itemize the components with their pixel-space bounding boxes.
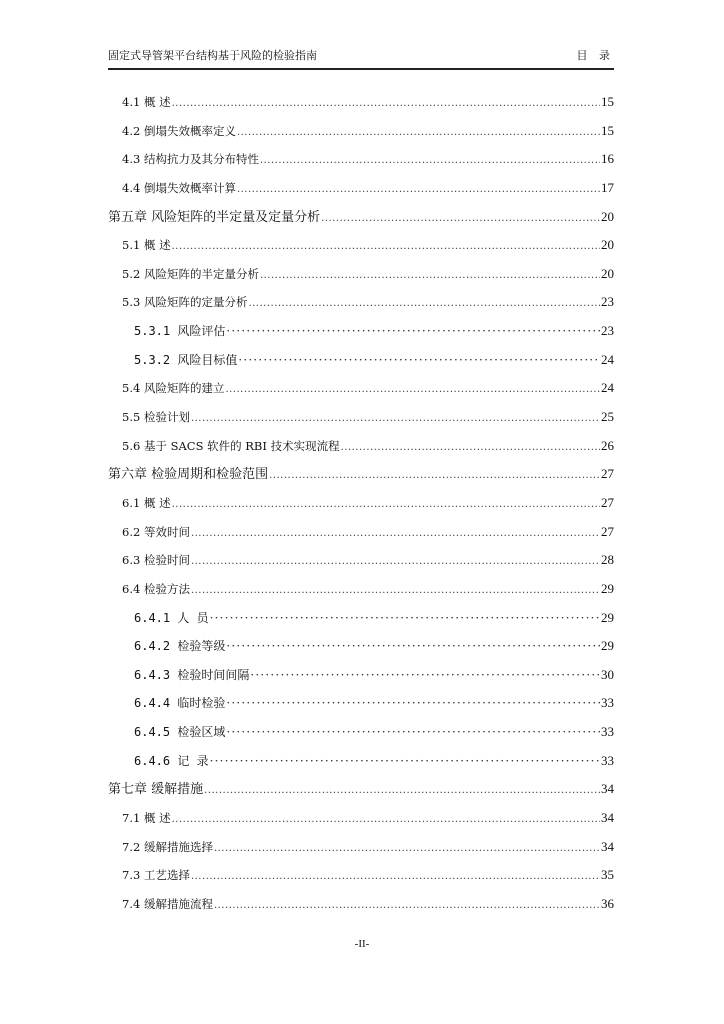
toc-entry-page-number: 23 <box>601 323 614 339</box>
toc-entry-label: 6.4.6 记 录 <box>134 753 209 768</box>
toc-entry[interactable] <box>108 689 614 718</box>
toc-entry-page-number: 28 <box>601 552 614 568</box>
dot-leader <box>321 205 600 234</box>
toc-entry-label: 6.1 概 述 <box>122 495 171 510</box>
toc-chapter-entry[interactable] <box>108 775 614 804</box>
toc-entry-page-number: 24 <box>601 380 614 396</box>
dot-leader <box>210 747 600 776</box>
dot-leader <box>191 548 600 577</box>
dot-leader <box>237 176 600 205</box>
dot-leader <box>191 520 600 549</box>
toc-entry-label: 6.4.3 检验时间间隔 <box>134 667 250 682</box>
toc-entry-label: 5.1 概 述 <box>122 238 171 253</box>
toc-entry-page-number: 33 <box>601 695 614 711</box>
toc-entry-page-number: 15 <box>601 122 614 138</box>
dot-leader <box>237 119 600 148</box>
toc-entry[interactable] <box>108 518 614 547</box>
dot-leader <box>172 491 600 520</box>
toc-entry-label: 7.4 缓解措施流程 <box>122 896 213 911</box>
dot-leader <box>341 434 600 463</box>
toc-entry-page-number: 29 <box>601 580 614 596</box>
toc-entry-page-number: 34 <box>601 781 614 797</box>
toc-entry[interactable] <box>108 546 614 575</box>
toc-entry[interactable] <box>108 174 614 203</box>
dot-leader <box>226 718 600 747</box>
toc-entry[interactable] <box>108 288 614 317</box>
toc-entry[interactable] <box>108 489 614 518</box>
toc-entry[interactable] <box>108 604 614 633</box>
toc-entry[interactable] <box>108 260 614 289</box>
dot-leader <box>250 661 600 690</box>
toc-entry-label: 5.6 基于 SACS 软件的 RBI 技术实现流程 <box>122 438 340 453</box>
toc-chapter-entry[interactable] <box>108 203 614 232</box>
table-of-contents <box>108 88 614 919</box>
toc-entry-label: 第六章 检验周期和检验范围 <box>108 467 269 483</box>
dot-leader <box>214 892 600 921</box>
toc-entry-label: 4.4 倒塌失效概率计算 <box>122 180 236 195</box>
section-title: 目 录 <box>576 49 614 62</box>
toc-entry-page-number: 23 <box>601 294 614 310</box>
toc-entry-page-number: 34 <box>601 810 614 826</box>
toc-chapter-entry[interactable] <box>108 460 614 489</box>
toc-entry-page-number: 35 <box>601 867 614 883</box>
toc-entry-page-number: 29 <box>601 638 614 654</box>
document-title: 固定式导管架平台结构基于风险的检验指南 <box>108 49 317 62</box>
toc-entry[interactable] <box>108 861 614 890</box>
dot-leader <box>210 604 600 633</box>
toc-entry[interactable] <box>108 890 614 919</box>
page-number: -II- <box>354 938 370 950</box>
toc-entry[interactable] <box>108 575 614 604</box>
toc-entry-label: 6.4.1 人 员 <box>134 610 209 625</box>
toc-entry-label: 4.2 倒塌失效概率定义 <box>122 123 236 138</box>
dot-leader <box>191 577 600 606</box>
toc-entry[interactable] <box>108 804 614 833</box>
toc-entry-page-number: 30 <box>601 666 614 682</box>
toc-entry-label: 5.3.1 风险评估 <box>134 324 226 339</box>
toc-entry-label: 4.3 结构抗力及其分布特性 <box>122 152 259 167</box>
toc-entry-page-number: 27 <box>601 466 614 482</box>
toc-entry-label: 第五章 风险矩阵的半定量及定量分析 <box>108 209 321 225</box>
toc-entry-page-number: 15 <box>601 94 614 109</box>
dot-leader <box>260 262 600 291</box>
dot-leader <box>172 233 600 262</box>
toc-entry-label: 6.4 检验方法 <box>122 581 190 596</box>
dot-leader <box>172 806 600 835</box>
toc-entry-label: 5.4 风险矩阵的建立 <box>122 381 225 396</box>
toc-entry-label: 7.1 概 述 <box>122 811 171 826</box>
dot-leader <box>225 376 600 405</box>
toc-entry-label: 6.4.5 检验区域 <box>134 725 226 740</box>
toc-entry-page-number: 17 <box>601 179 614 195</box>
toc-entry-label: 6.2 等效时间 <box>122 524 190 539</box>
toc-entry-page-number: 33 <box>601 752 614 768</box>
dot-leader <box>226 317 600 346</box>
toc-entry-label: 6.4.2 检验等级 <box>134 639 226 654</box>
dot-leader <box>226 632 600 661</box>
toc-entry[interactable] <box>108 231 614 260</box>
toc-entry-label: 5.3.2 风险目标值 <box>134 352 238 367</box>
toc-entry-page-number: 25 <box>601 409 614 425</box>
toc-entry-label: 第七章 缓解措施 <box>108 782 204 798</box>
page-header <box>108 46 614 70</box>
toc-entry-label: 6.4.4 临时检验 <box>134 696 226 711</box>
toc-entry[interactable] <box>108 432 614 461</box>
toc-entry[interactable] <box>108 747 614 776</box>
toc-entry-page-number: 16 <box>601 151 614 167</box>
toc-entry-page-number: 29 <box>601 609 614 625</box>
toc-entry-label: 7.3 工艺选择 <box>122 868 190 883</box>
toc-entry-label: 4.1 概 述 <box>122 95 171 109</box>
toc-entry-page-number: 24 <box>601 351 614 367</box>
dot-leader <box>214 835 600 864</box>
dot-leader <box>204 777 600 806</box>
toc-entry-page-number: 27 <box>601 494 614 510</box>
dot-leader <box>191 863 600 892</box>
toc-entry[interactable] <box>108 833 614 862</box>
dot-leader <box>226 689 600 718</box>
dot-leader <box>269 462 600 491</box>
toc-entry-label: 5.5 检验计划 <box>122 410 190 425</box>
toc-entry[interactable] <box>108 661 614 690</box>
toc-entry[interactable] <box>108 632 614 661</box>
toc-entry-label: 5.3 风险矩阵的定量分析 <box>122 295 248 310</box>
toc-entry[interactable] <box>108 145 614 174</box>
toc-entry-page-number: 33 <box>601 724 614 740</box>
toc-entry[interactable] <box>108 117 614 146</box>
toc-entry-page-number: 26 <box>601 437 614 453</box>
toc-entry-page-number: 20 <box>601 265 614 281</box>
toc-entry-label: 7.2 缓解措施选择 <box>122 839 213 854</box>
toc-entry[interactable] <box>108 374 614 403</box>
toc-entry-page-number: 27 <box>601 523 614 539</box>
dot-leader <box>191 405 600 434</box>
toc-entry-label: 5.2 风险矩阵的半定量分析 <box>122 266 259 281</box>
toc-entry[interactable] <box>108 346 614 375</box>
toc-entry-page-number: 34 <box>601 838 614 854</box>
toc-entry[interactable] <box>108 317 614 346</box>
toc-entry-page-number: 20 <box>601 208 614 224</box>
toc-entry-page-number: 36 <box>601 895 614 911</box>
dot-leader <box>172 90 600 119</box>
toc-entry[interactable] <box>108 718 614 747</box>
dot-leader <box>260 147 600 176</box>
toc-entry[interactable] <box>108 403 614 432</box>
toc-entry-label: 6.3 检验时间 <box>122 553 190 568</box>
toc-entry[interactable] <box>108 88 614 117</box>
toc-entry-page-number: 20 <box>601 237 614 253</box>
dot-leader <box>238 346 600 375</box>
dot-leader <box>248 290 600 319</box>
